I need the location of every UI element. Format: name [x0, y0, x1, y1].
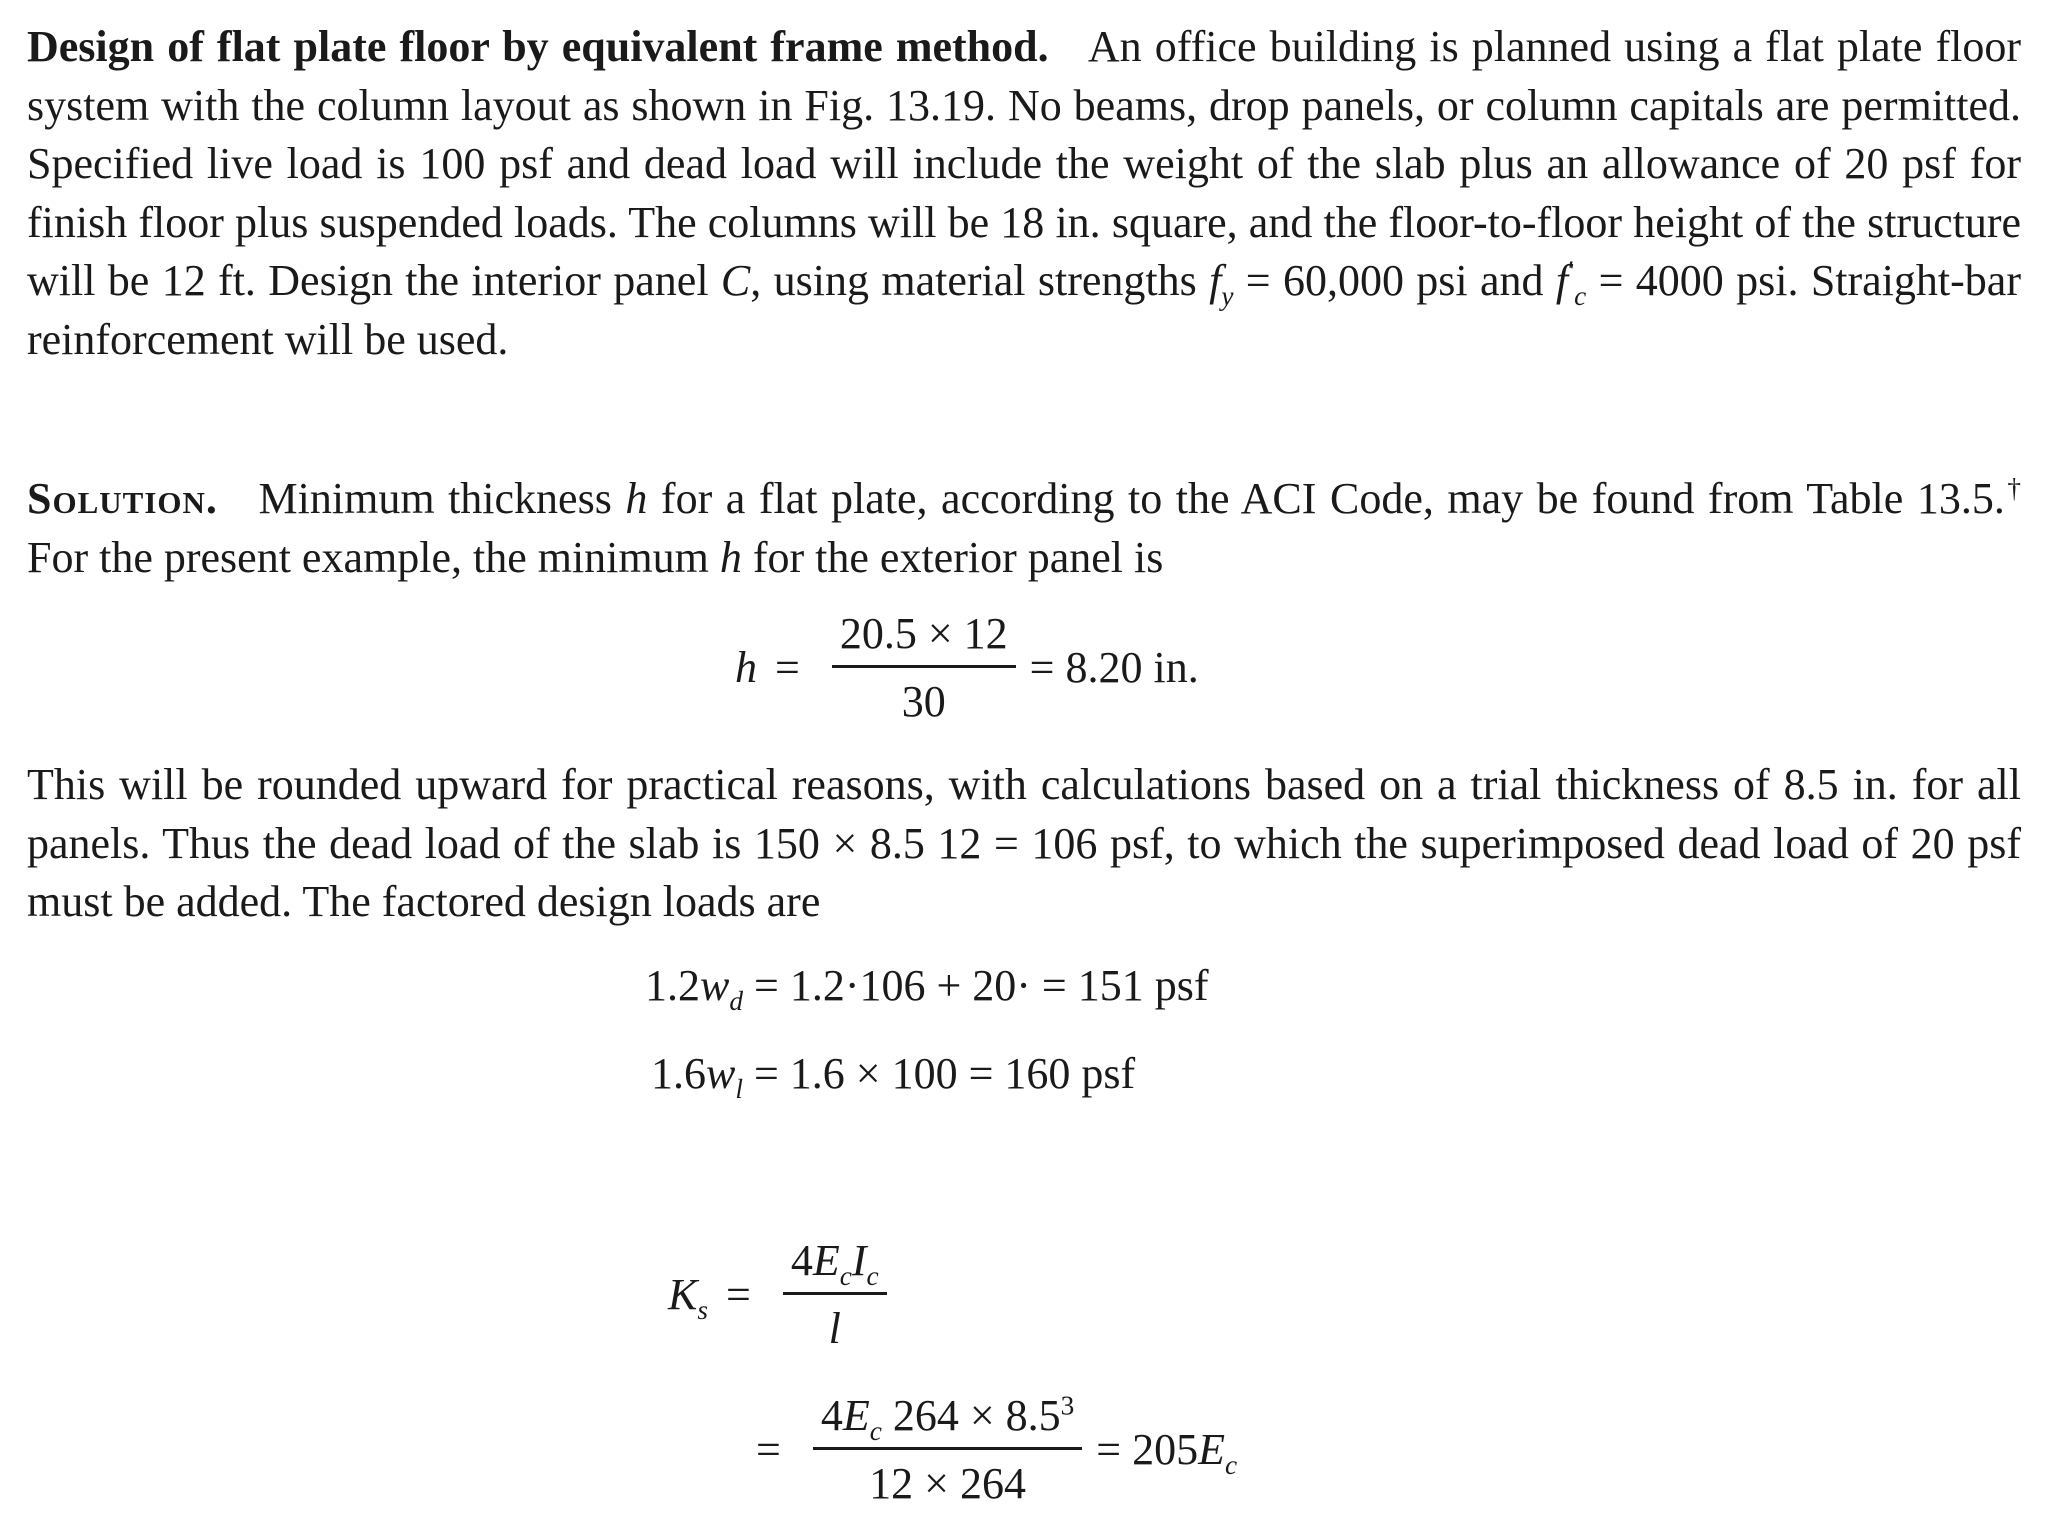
eq-k-num1-Esub: c: [839, 1260, 852, 1291]
eq-k-numerator-1: [783, 1235, 887, 1292]
eq-k-lhs: [668, 1269, 708, 1325]
eq-load2-var: w: [706, 1049, 736, 1098]
equation-slab-stiffness: [668, 1235, 901, 1354]
equation-factored-live-load: [651, 1048, 1136, 1104]
dead-load-paragraph: This will be rounded upward for practical reasons, with calculations based on a trial thickness of 8.5 in. for all panels. Thus the dead load of the slab is 150 × 8.5 12 = 106 psf, to which the superimposed dead load of 20 psf must be added. The factored design loads are: [27, 760, 2021, 926]
eq-k-num1-Isub: c: [866, 1260, 879, 1291]
eq-k2-equals: =: [756, 1425, 781, 1474]
equation-slab-stiffness-result: [738, 1390, 1237, 1509]
fc-subscript: c: [1574, 280, 1587, 311]
eq-k-fraction-2: [813, 1390, 1082, 1509]
eq-load1-var: w: [700, 961, 730, 1010]
fc-symbol: f: [1555, 256, 1569, 305]
eq-load2-sub: l: [735, 1073, 743, 1104]
solution-label: Solution.: [27, 474, 218, 523]
problem-text-a: An office building is planned using a flat plate floor system with the column layout as shown in Fig. 13.19. No beams, drop panels, or column capitals are permitted. Specified live load is 100 psf and dead load will include the weight of the slab plus an allowance of 20 psf for finish floor plus suspended loads. The columns will be 18 in. square, and the floor-to-floor height of the structure will be 12 ft. Design the interior panel: [27, 22, 2022, 305]
equation-min-thickness: [735, 608, 1199, 727]
eq-k-num1-I: I: [851, 1236, 867, 1285]
eq-k-num1-E: E: [812, 1236, 840, 1285]
eq-h-lhs: h: [735, 643, 757, 692]
problem-text-d: = 4000 psi. Straight-bar reinforcement will be used.: [27, 256, 2021, 364]
eq-k-denominator-1: l: [828, 1304, 841, 1353]
eq-k-denominator-2: 12 × 264: [869, 1459, 1026, 1508]
problem-paragraph: [27, 18, 2021, 369]
solution-text-d: for the exterior panel is: [741, 532, 1164, 582]
eq-h-equals: =: [775, 643, 800, 692]
eq-k-num2-exp: 3: [1060, 1390, 1075, 1421]
eq-k-num2-body: 264 × 8.5: [881, 1391, 1061, 1440]
eq-k-result: [1096, 1424, 1238, 1480]
eq-k-equals: =: [725, 1270, 751, 1319]
problem-text-c: = 60,000 psi and: [1233, 256, 1556, 305]
eq-k-num2-coef: 4: [820, 1391, 843, 1440]
eq-h-fraction: [832, 608, 1016, 727]
eq-h-denominator: 30: [901, 677, 946, 726]
eq-load1-rhs: = 1.2·106 + 20· = 151 psf: [743, 961, 1209, 1010]
eq-k-result-E: E: [1198, 1425, 1226, 1474]
eq-k-numerator-2: [813, 1390, 1082, 1447]
problem-text-b: , using material strengths: [750, 256, 1210, 305]
eq-load2-coef: 1.6: [651, 1049, 706, 1098]
fy-subscript: y: [1221, 280, 1234, 311]
eq-k-fraction-1: [783, 1235, 887, 1354]
fy-symbol: f: [1209, 256, 1222, 305]
equation-factored-dead-load: [645, 960, 1209, 1016]
solution-text-b: for a flat plate, according to the ACI Code, may be found from Table 13.5.: [647, 474, 2005, 523]
eq-k-num1-coef: 4: [790, 1236, 813, 1285]
solution-paragraph: [27, 470, 2021, 587]
eq-h-result: = 8.20 in.: [1029, 643, 1199, 692]
solution-text-a: Minimum thickness: [258, 474, 626, 523]
eq-h-numerator: 20.5 × 12: [839, 609, 1008, 658]
eq-k-var: K: [668, 1270, 698, 1319]
solution-text-c: For the present example, the minimum: [27, 532, 720, 582]
eq-k-num2-E: E: [842, 1391, 870, 1440]
problem-heading: Design of flat plate floor by equivalent frame method.: [27, 22, 1049, 71]
fc-prime: ′: [1568, 255, 1575, 286]
eq-k-sub: s: [697, 1294, 708, 1325]
panel-label: C: [720, 256, 751, 305]
eq-k-num2-Esub: c: [869, 1415, 882, 1446]
h-symbol-2: h: [719, 532, 742, 582]
eq-load2-rhs: = 1.6 × 100 = 160 psf: [742, 1049, 1136, 1098]
h-symbol-1: h: [625, 474, 648, 523]
eq-k-result-sub: c: [1225, 1449, 1238, 1480]
eq-load1-coef: 1.2: [645, 961, 700, 1010]
eq-k-result-value: = 205: [1096, 1425, 1199, 1474]
footnote-mark: †: [2004, 473, 2022, 504]
eq-load1-sub: d: [729, 985, 743, 1016]
